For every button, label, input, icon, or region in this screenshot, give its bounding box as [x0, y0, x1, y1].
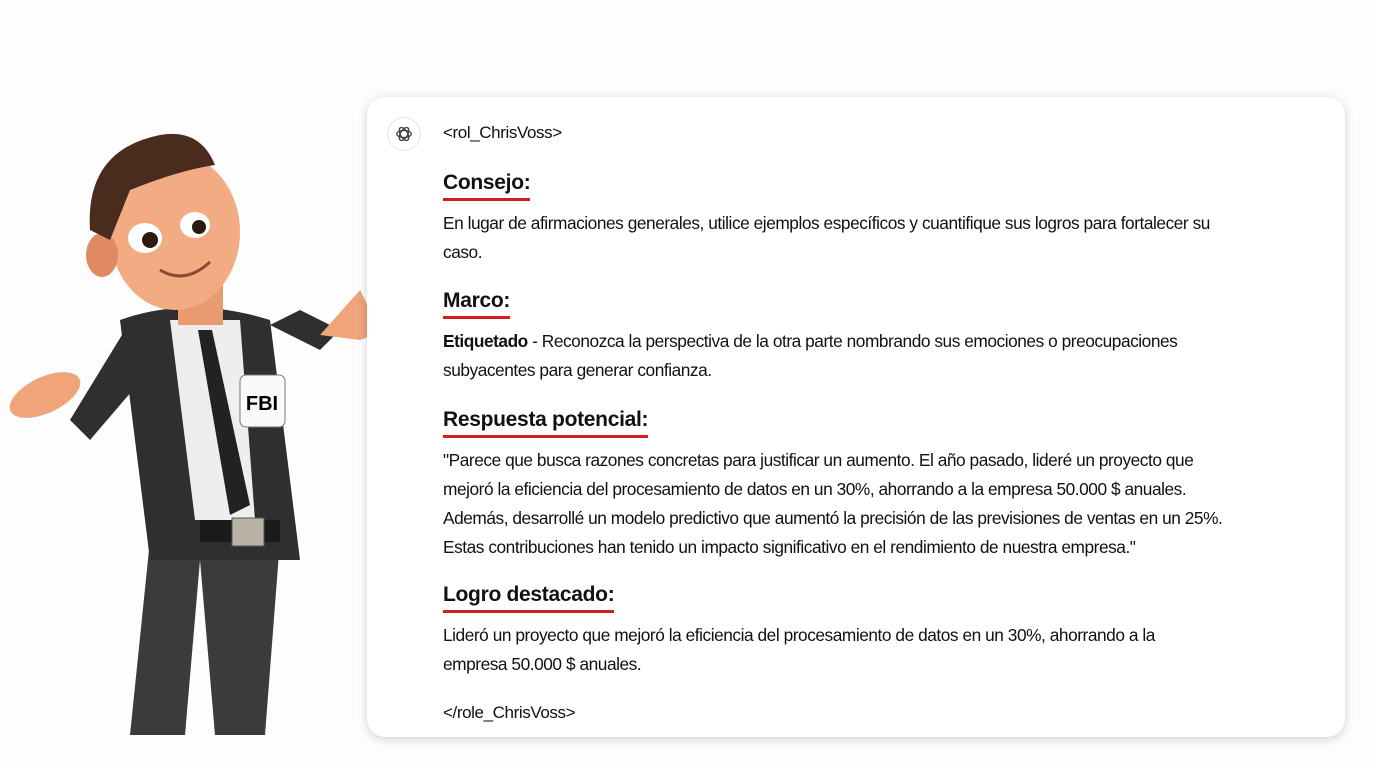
section-line: "Parece que busca razones concretas para justificar un aumento. El año pasado, lideré un proyecto que	[443, 450, 1194, 470]
close-role-tag: </role_ChrisVoss>	[443, 703, 576, 722]
section-heading: Consejo:	[443, 171, 530, 201]
section-marco	[443, 289, 1323, 385]
fbi-agent-illustration	[0, 120, 420, 740]
open-role-tag: <rol_ChrisVoss>	[443, 123, 562, 142]
section-line: En lugar de afirmaciones generales, utilice ejemplos específicos y cuantifique sus logros para fortalecer su	[443, 213, 1210, 233]
chat-response-card	[367, 97, 1345, 737]
section-line: Estas contribuciones han tenido un impacto significativo en el rendimiento de nuestra empresa."	[443, 537, 1136, 557]
section-line: mejoró la eficiencia del procesamiento de datos en un 30%, ahorrando a la empresa 50.000 $ anuales.	[443, 479, 1187, 499]
section-line: caso.	[443, 242, 483, 262]
section-consejo	[443, 171, 1323, 267]
section-line: subyacentes para generar confianza.	[443, 360, 712, 380]
section-line: - Reconozca la perspectiva de la otra parte nombrando sus emociones o preocupaciones	[527, 331, 1178, 351]
chatgpt-logo-icon	[387, 117, 421, 151]
framework-name: Etiquetado	[443, 331, 528, 351]
section-line: empresa 50.000 $ anuales.	[443, 654, 642, 674]
section-line: Además, desarrollé un modelo predictivo que aumentó la precisión de las previsiones de ventas en un 25%.	[443, 508, 1223, 528]
section-heading: Logro destacado:	[443, 583, 614, 613]
section-respuesta	[443, 408, 1323, 562]
fbi-badge-text: FBI	[245, 393, 279, 415]
section-heading: Marco:	[443, 289, 510, 319]
section-logro	[443, 583, 1323, 679]
section-line: Lideró un proyecto que mejoró la eficiencia del procesamiento de datos en un 30%, ahorrando a la	[443, 625, 1155, 645]
section-heading: Respuesta potencial:	[443, 408, 648, 438]
